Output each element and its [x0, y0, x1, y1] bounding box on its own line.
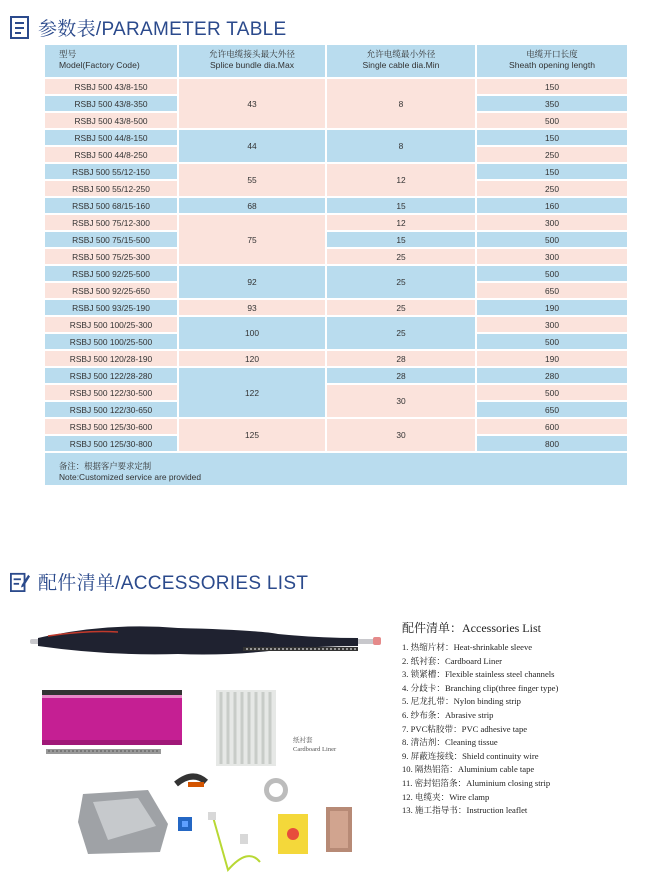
- sheath-cell: 150: [476, 78, 627, 95]
- cable-min-cell: 28: [326, 367, 476, 384]
- model-cell: RSBJ 500 55/12-150: [45, 163, 178, 180]
- table-header-row: [45, 45, 627, 78]
- list-item: 7. PVC粘胶带：PVC adhesive tape: [402, 723, 528, 734]
- list-item: 11. 密封铝箔条：Aluminium closing strip: [402, 777, 551, 788]
- model-cell: RSBJ 500 92/25-650: [45, 282, 178, 299]
- nylon-strip-image: [178, 817, 192, 831]
- note-en: Note:Customized service are provided: [59, 472, 201, 482]
- parameter-section-title: 参数表/PARAMETER TABLE: [38, 19, 287, 40]
- model-cell: RSBJ 500 100/25-300: [45, 316, 178, 333]
- list-item: 3. 锁紧槽：Flexible stainless steel channels: [402, 669, 555, 680]
- model-cell: RSBJ 500 125/30-600: [45, 418, 178, 435]
- sheath-cell: 500: [476, 384, 627, 401]
- header-model: 型号 Model(Factory Code): [45, 45, 178, 78]
- cable-min-cell: 8: [326, 78, 476, 129]
- model-cell: RSBJ 500 43/8-150: [45, 78, 178, 95]
- model-cell: RSBJ 500 75/25-300: [45, 248, 178, 265]
- accessories-photo: [28, 612, 388, 882]
- model-cell: RSBJ 500 120/28-190: [45, 350, 178, 367]
- model-cell: RSBJ 500 92/25-500: [45, 265, 178, 282]
- list-item: 1. 热缩片材：Heat-shrinkable sleeve: [402, 642, 533, 652]
- sheath-cell: 300: [476, 214, 627, 231]
- sheath-cell: 190: [476, 350, 627, 367]
- accessories-list-title: 配件清单：Accessories List: [402, 621, 541, 635]
- model-cell: RSBJ 500 100/25-500: [45, 333, 178, 350]
- splice-cell: 125: [178, 418, 326, 452]
- parameter-table: [45, 45, 627, 487]
- splice-cell: 120: [178, 350, 326, 367]
- model-cell: RSBJ 500 122/28-280: [45, 367, 178, 384]
- header-cable-min: 允许电缆最小外径 Single cable dia.Min: [326, 45, 476, 78]
- sheath-cell: 300: [476, 316, 627, 333]
- cable-min-cell: 15: [326, 231, 476, 248]
- sheath-cell: 160: [476, 197, 627, 214]
- cable-min-cell: 25: [326, 299, 476, 316]
- sheath-cell: 650: [476, 282, 627, 299]
- aluminium-foil-image: [78, 790, 168, 854]
- sheath-cell: 800: [476, 435, 627, 452]
- model-cell: RSBJ 500 75/12-300: [45, 214, 178, 231]
- sheath-cell: 600: [476, 418, 627, 435]
- sheath-cell: 300: [476, 248, 627, 265]
- heat-shrink-sleeve-image: [30, 626, 381, 654]
- model-cell: RSBJ 500 75/15-500: [45, 231, 178, 248]
- list-item: 9. 屏蔽连接线：Shield continuity wire: [402, 750, 539, 761]
- sheath-cell: 350: [476, 95, 627, 112]
- list-item: 4. 分歧卡：Branching clip(three finger type): [402, 682, 559, 693]
- branching-clip-image: [216, 690, 276, 766]
- sheath-cell: 500: [476, 265, 627, 282]
- splice-cell: 122: [178, 367, 326, 418]
- cable-min-cell: 12: [326, 163, 476, 197]
- pvc-tape-image: [264, 778, 288, 802]
- sheath-cell: 150: [476, 163, 627, 180]
- model-cell: RSBJ 500 55/12-250: [45, 180, 178, 197]
- model-cell: RSBJ 500 43/8-500: [45, 112, 178, 129]
- list-item: 13. 施工指导书：Instruction leaflet: [402, 805, 528, 816]
- cable-min-cell: 8: [326, 129, 476, 163]
- model-cell: RSBJ 500 43/8-350: [45, 95, 178, 112]
- cable-min-cell: 25: [326, 316, 476, 350]
- parameter-section-header: [10, 14, 287, 41]
- sheath-cell: 500: [476, 333, 627, 350]
- list-item: 5. 尼龙扎带：Nylon binding strip: [402, 696, 521, 707]
- cable-min-cell: 12: [326, 214, 476, 231]
- model-cell: RSBJ 500 122/30-500: [45, 384, 178, 401]
- splice-cell: 93: [178, 299, 326, 316]
- list-item: 2. 纸衬套：Cardboard Liner: [402, 655, 502, 666]
- sheath-cell: 500: [476, 112, 627, 129]
- sheath-cell: 150: [476, 129, 627, 146]
- accessories-section-header: [10, 568, 308, 595]
- wire-clamp-image: [176, 776, 206, 787]
- table-note: [45, 452, 627, 486]
- model-cell: RSBJ 500 44/8-250: [45, 146, 178, 163]
- shield-wire-image: [208, 812, 260, 870]
- splice-cell: 100: [178, 316, 326, 350]
- list-item: 6. 纱布条：Abrasive strip: [402, 709, 494, 720]
- splice-cell: 43: [178, 78, 326, 129]
- header-splice-max: 允许电缆接头最大外径 Splice bundle dia.Max: [178, 45, 326, 78]
- instruction-leaflet-image: [326, 807, 352, 852]
- accessories-section-title: 配件清单/ACCESSORIES LIST: [38, 573, 309, 594]
- photo-label-cn: 纸衬套: [293, 737, 313, 744]
- model-cell: RSBJ 500 122/30-650: [45, 401, 178, 418]
- sheath-cell: 280: [476, 367, 627, 384]
- edit-document-icon: [10, 570, 30, 594]
- list-item: 10. 隔热铝箔：Aluminium cable tape: [402, 764, 535, 775]
- sheath-cell: 190: [476, 299, 627, 316]
- cable-min-cell: 30: [326, 418, 476, 452]
- cable-min-cell: 15: [326, 197, 476, 214]
- model-cell: RSBJ 500 68/15-160: [45, 197, 178, 214]
- splice-cell: 68: [178, 197, 326, 214]
- photo-label-en: Cardboard Liner: [293, 746, 337, 753]
- cable-min-cell: 28: [326, 350, 476, 367]
- cardboard-liner-image: [42, 690, 182, 754]
- sheath-cell: 250: [476, 146, 627, 163]
- list-item: 8. 清洁剂：Cleaning tissue: [402, 737, 498, 748]
- cable-min-cell: 25: [326, 265, 476, 299]
- sheath-cell: 650: [476, 401, 627, 418]
- sheath-cell: 500: [476, 231, 627, 248]
- splice-cell: 92: [178, 265, 326, 299]
- document-icon: [10, 16, 30, 40]
- accessories-list: [402, 619, 558, 818]
- cable-min-cell: 25: [326, 248, 476, 265]
- model-cell: RSBJ 500 93/25-190: [45, 299, 178, 316]
- splice-cell: 44: [178, 129, 326, 163]
- note-cn: 备注：根据客户要求定制: [59, 461, 152, 471]
- model-cell: RSBJ 500 125/30-800: [45, 435, 178, 452]
- header-sheath-length: 电缆开口长度 Sheath opening length: [476, 45, 627, 78]
- cleaning-tissue-image: [278, 814, 308, 854]
- model-cell: RSBJ 500 44/8-150: [45, 129, 178, 146]
- splice-cell: 55: [178, 163, 326, 197]
- sheath-cell: 250: [476, 180, 627, 197]
- splice-cell: 75: [178, 214, 326, 265]
- list-item: 12. 电缆夹：Wire clamp: [402, 791, 490, 802]
- cable-min-cell: 30: [326, 384, 476, 418]
